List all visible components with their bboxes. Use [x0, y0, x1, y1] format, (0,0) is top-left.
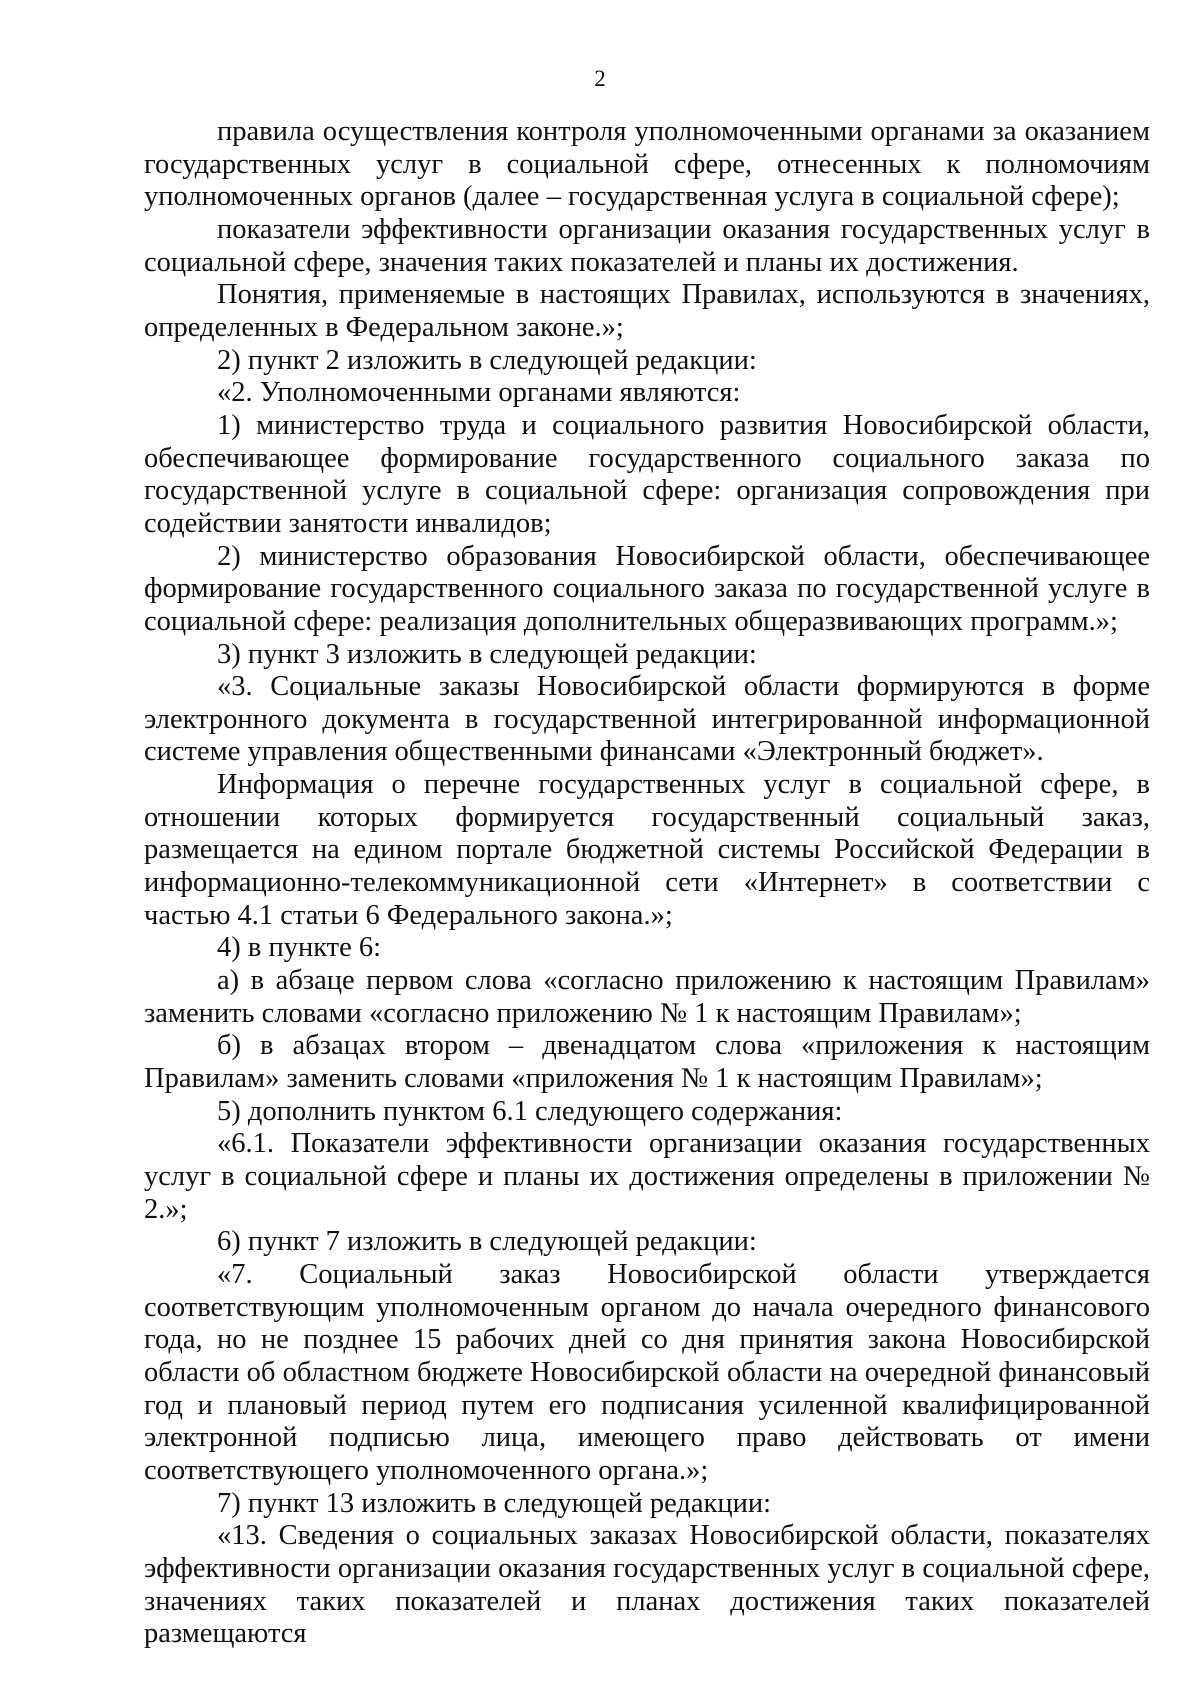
paragraph-item-6-a: а) в абзаце первом слова «согласно приложению к настоящим Правилам» заменить словами «согласно приложению № 1 к настоящим Правилам»; — [144, 965, 1150, 1029]
paragraph-item-3-text: «3. Социальные заказы Новосибирской области формируются в форме электронного документа в государственной интегрированной информационной системе управления общественными финансами «Электронный бюджет». — [144, 671, 1150, 768]
paragraph-ministry-education: 2) министерство образования Новосибирской области, обеспечивающее формирование государственного социального заказа по государственной услуге в социальной сфере: реализация дополнительных общеразвивающих программ.»; — [144, 540, 1150, 637]
page-number: 2 — [594, 66, 606, 91]
paragraph-item-7-text: «7. Социальный заказ Новосибирской области утверждается соответствующим уполномоченным органом до начала очередного финансового года, но не позднее 15 рабочих дней со дня принятия закона Новосибирской области об областном бюджете Новосибирской области на очередной финансовый год и плановый период путем его подписания усиленной квалифицированной электронной подписью лица, имеющего право действовать от имени соответствующего уполномоченного органа.»; — [144, 1258, 1150, 1486]
paragraph-definitions: Понятия, применяемые в настоящих Правилах, используются в значениях, определенных в Федеральном законе.»; — [144, 279, 1150, 343]
paragraph-efficiency-indicators: показатели эффективности организации оказания государственных услуг в социальной сфере, значения таких показателей и планы их достижения. — [144, 213, 1150, 278]
paragraph-item-2-amend: 2) пункт 2 изложить в следующей редакции: — [217, 344, 757, 376]
paragraph-ministry-labour: 1) министерство труда и социального развития Новосибирской области, обеспечивающее формирование государственного социального заказа по государственной услуге в социальной сфере: организация сопровождения при содействии занятости инвалидов; — [144, 409, 1150, 539]
paragraph-item-6-1-text: «6.1. Показатели эффективности организации оказания государственных услуг в социальной сфере и планы их достижения определены в приложении № 2.»; — [144, 1128, 1150, 1225]
paragraph-item-13-text: «13. Сведения о социальных заказах Новосибирской области, показателях эффективности организации оказания государственных услуг в социальной сфере, значениях таких показателей и планах достижения таких показателей размещаются — [144, 1520, 1150, 1650]
paragraph-item-13-amend: 7) пункт 13 изложить в следующей редакции: — [217, 1487, 772, 1519]
paragraph-item-6-1-add: 5) дополнить пунктом 6.1 следующего содержания: — [217, 1095, 843, 1127]
paragraph-item-6-amend: 4) в пункте 6: — [217, 932, 382, 964]
paragraph-services-list-info: Информация о перечне государственных услуг в социальной сфере, в отношении которых формируется государственный социальный заказ, размещается на едином портале бюджетной системы Российской Федерации в информационно-телекоммуникационной сети «Интернет» в соответствии с частью 4.1 статьи 6 Федерального закона.»; — [144, 769, 1150, 931]
paragraph-item-2-text: «2. Уполномоченными органами являются: — [217, 377, 741, 409]
paragraph-item-6-b: б) в абзацах втором – двенадцатом слова «приложения к настоящим Правилам» заменить словами «приложения № 1 к настоящим Правилам»; — [144, 1030, 1150, 1095]
document-body — [144, 116, 1150, 1651]
paragraph-control-rules: правила осуществления контроля уполномоченными органами за оказанием государственных услуг в социальной сфере, отнесенных к полномочиям уполномоченных органов (далее – государственная услуга в социальной сфере); — [144, 116, 1150, 213]
paragraph-item-7-amend: 6) пункт 7 изложить в следующей редакции: — [217, 1226, 757, 1258]
paragraph-item-3-amend: 3) пункт 3 изложить в следующей редакции: — [217, 638, 757, 670]
